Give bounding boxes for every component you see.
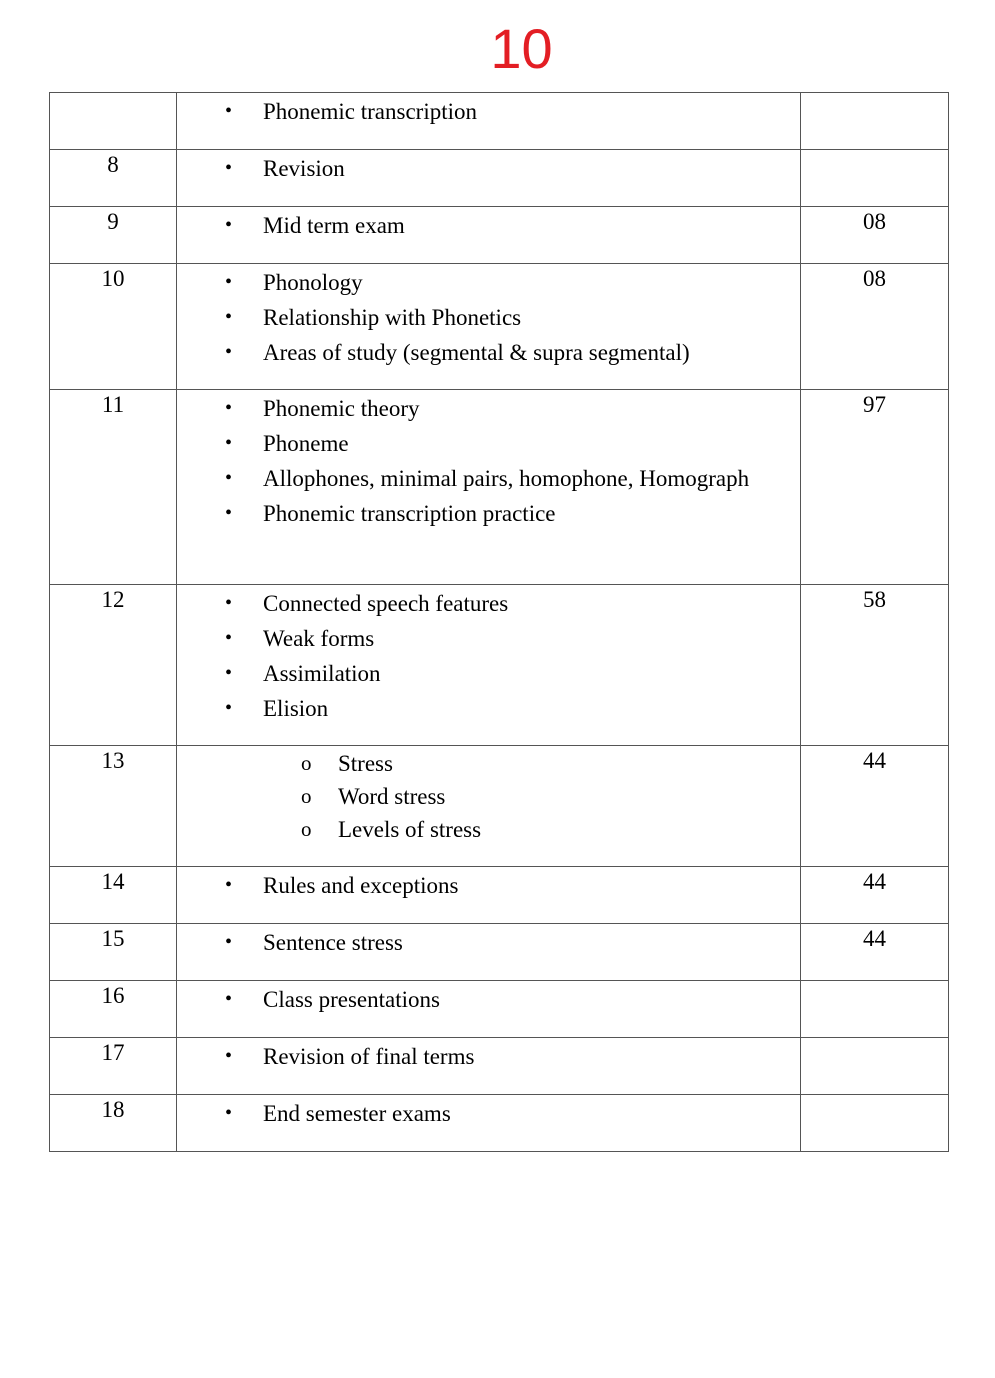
topics-cell	[177, 746, 801, 867]
pages-cell	[801, 924, 949, 981]
table-row	[50, 207, 949, 264]
list-item	[177, 94, 800, 129]
topic-list	[177, 391, 800, 547]
table-row	[50, 1095, 949, 1152]
topic-text: Phonology	[263, 270, 363, 295]
topic-list	[177, 747, 800, 862]
table-row	[50, 585, 949, 746]
topic-text: Levels of stress	[338, 817, 482, 842]
topic-list	[177, 868, 800, 919]
circle-bullet-icon: o	[301, 817, 312, 841]
week-cell	[50, 390, 177, 585]
week-number: 15	[101, 926, 125, 951]
topic-list	[177, 208, 800, 259]
schedule-body	[50, 93, 949, 1152]
list-item	[177, 391, 800, 426]
topic-text: Class presentations	[263, 987, 440, 1012]
week-cell	[50, 585, 177, 746]
bullet-icon: •	[225, 214, 233, 236]
list-item	[177, 691, 800, 726]
list-item	[177, 982, 800, 1017]
topic-text: Assimilation	[263, 661, 381, 686]
topic-text: Rules and exceptions	[263, 873, 459, 898]
topic-text: Stress	[338, 751, 393, 776]
topic-text: Areas of study (segmental & supra segmental)	[263, 340, 690, 365]
pages-cell	[801, 264, 949, 390]
bullet-icon: •	[225, 467, 233, 489]
bullet-icon: •	[225, 306, 233, 328]
week-number: 12	[101, 587, 125, 612]
bullet-icon: •	[225, 100, 233, 122]
week-cell	[50, 207, 177, 264]
table-row	[50, 150, 949, 207]
list-item	[177, 426, 800, 461]
table-row	[50, 264, 949, 390]
week-cell	[50, 1038, 177, 1095]
topic-list	[177, 925, 800, 976]
topic-text: Revision of final terms	[263, 1044, 475, 1069]
list-item	[177, 656, 800, 691]
table-row	[50, 981, 949, 1038]
topic-text: Word stress	[338, 784, 446, 809]
topics-cell	[177, 585, 801, 746]
bullet-icon: •	[225, 157, 233, 179]
bullet-icon: •	[225, 931, 233, 953]
week-cell	[50, 150, 177, 207]
topic-text: Phoneme	[263, 431, 349, 456]
bullet-icon: •	[225, 627, 233, 649]
topic-text: Elision	[263, 696, 329, 721]
pages-value: 08	[863, 266, 886, 291]
week-cell	[50, 867, 177, 924]
bullet-icon: •	[225, 697, 233, 719]
bullet-icon: •	[225, 874, 233, 896]
bullet-icon: •	[225, 592, 233, 614]
table-row	[50, 867, 949, 924]
topic-text: Relationship with Phonetics	[263, 305, 522, 330]
list-item	[177, 868, 800, 903]
topic-text: End semester exams	[263, 1101, 451, 1126]
week-cell	[50, 746, 177, 867]
week-number: 16	[101, 983, 125, 1008]
bullet-icon: •	[225, 662, 233, 684]
list-item	[177, 151, 800, 186]
bullet-icon: •	[225, 432, 233, 454]
pages-cell	[801, 150, 949, 207]
table-row	[50, 93, 949, 150]
topic-text: Revision	[263, 156, 345, 181]
list-item	[177, 586, 800, 621]
pages-cell	[801, 207, 949, 264]
week-number: 8	[107, 152, 119, 177]
pages-cell	[801, 746, 949, 867]
pages-cell	[801, 93, 949, 150]
topics-cell	[177, 264, 801, 390]
pages-cell	[801, 585, 949, 746]
topic-list	[177, 265, 800, 386]
pages-value: 44	[863, 926, 886, 951]
list-item	[177, 300, 800, 335]
topic-text: Weak forms	[263, 626, 375, 651]
table-row	[50, 924, 949, 981]
week-number: 14	[101, 869, 125, 894]
list-item	[177, 747, 800, 780]
topics-cell	[177, 1095, 801, 1152]
bullet-icon: •	[225, 271, 233, 293]
pages-cell	[801, 1095, 949, 1152]
topics-cell	[177, 93, 801, 150]
list-item	[177, 208, 800, 243]
week-number: 18	[101, 1097, 125, 1122]
bullet-icon: •	[225, 341, 233, 363]
week-number: 9	[107, 209, 119, 234]
pages-value: 08	[863, 209, 886, 234]
topic-text: Phonemic theory	[263, 396, 420, 421]
list-item	[177, 925, 800, 960]
circle-bullet-icon: o	[301, 751, 312, 775]
bullet-icon: •	[225, 1045, 233, 1067]
week-number: 11	[101, 392, 125, 417]
table-row	[50, 1038, 949, 1095]
list-item	[177, 265, 800, 300]
list-item	[177, 1096, 800, 1131]
week-cell	[50, 924, 177, 981]
pages-cell	[801, 390, 949, 585]
list-item	[177, 813, 800, 846]
topic-text: Sentence stress	[263, 930, 403, 955]
topic-text: Allophones, minimal pairs, homophone, Homograph	[263, 466, 750, 491]
pages-value: 58	[863, 587, 886, 612]
topic-list	[177, 1096, 800, 1147]
course-schedule-table	[49, 92, 949, 1152]
week-cell	[50, 1095, 177, 1152]
bullet-icon: •	[225, 988, 233, 1010]
week-cell	[50, 264, 177, 390]
week-number: 13	[101, 748, 125, 773]
week-number: 10	[101, 266, 125, 291]
week-number: 17	[101, 1040, 125, 1065]
topic-list	[177, 151, 800, 202]
topic-text: Phonemic transcription practice	[263, 501, 556, 526]
pages-value: 44	[863, 869, 886, 894]
topic-list	[177, 94, 800, 145]
topics-cell	[177, 150, 801, 207]
list-item	[177, 496, 800, 531]
topic-list	[177, 1039, 800, 1090]
week-cell	[50, 981, 177, 1038]
circle-bullet-icon: o	[301, 784, 312, 808]
pages-value: 97	[863, 392, 886, 417]
list-item	[177, 461, 800, 496]
bullet-icon: •	[225, 1102, 233, 1124]
bullet-icon: •	[225, 502, 233, 524]
pages-cell	[801, 1038, 949, 1095]
list-item	[177, 335, 800, 370]
topics-cell	[177, 867, 801, 924]
topics-cell	[177, 390, 801, 585]
topics-cell	[177, 1038, 801, 1095]
topic-list	[177, 982, 800, 1033]
topics-cell	[177, 981, 801, 1038]
list-item	[177, 1039, 800, 1074]
bullet-icon: •	[225, 397, 233, 419]
page-number: 10	[490, 17, 553, 80]
topic-text: Mid term exam	[263, 213, 405, 238]
list-item	[177, 621, 800, 656]
pages-cell	[801, 981, 949, 1038]
topic-text: Connected speech features	[263, 591, 509, 616]
week-cell	[50, 93, 177, 150]
topics-cell	[177, 924, 801, 981]
pages-cell	[801, 867, 949, 924]
topic-list	[177, 586, 800, 742]
pages-value: 44	[863, 748, 886, 773]
list-item	[177, 780, 800, 813]
table-row	[50, 390, 949, 585]
table-row	[50, 746, 949, 867]
topics-cell	[177, 207, 801, 264]
topic-text: Phonemic transcription	[263, 99, 477, 124]
